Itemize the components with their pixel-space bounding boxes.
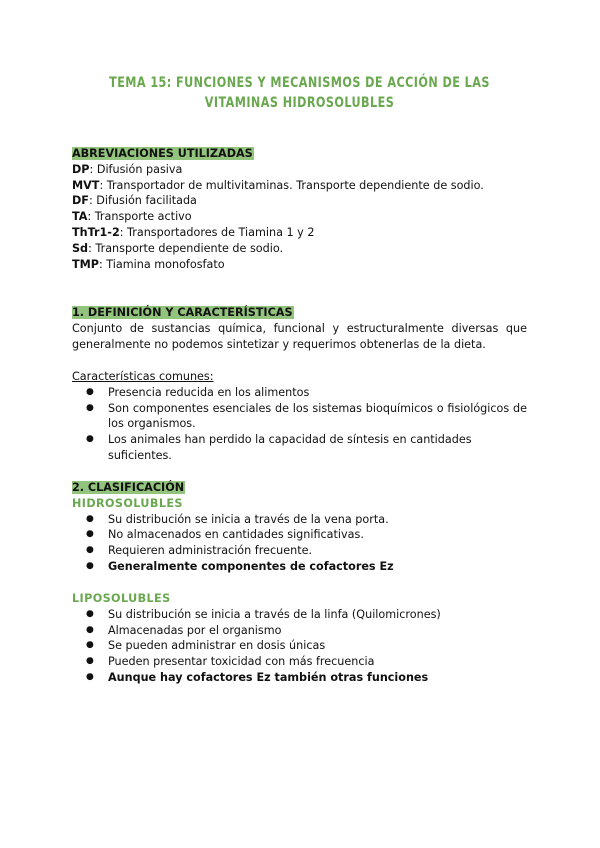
definition-paragraph: Conjunto de sustancias química, funcional y estructuralmente diversas que generalmente no podemos sintetizar y requerimos obtenerlas de la dieta. <box>72 321 527 351</box>
liposolubles-label: LIPOSOLUBLES <box>72 592 171 605</box>
classification-heading: 2. CLASIFICACIÓN <box>72 481 185 494</box>
list-item: ● Almacenadas por el organismo <box>72 623 527 639</box>
abbreviations-heading: ABREVIACIONES UTILIZADAS <box>72 147 253 160</box>
abbreviations-section <box>72 146 527 272</box>
classification-section <box>72 480 527 575</box>
definition-heading: 1. DEFINICIÓN Y CARACTERÍSTICAS <box>72 306 293 319</box>
list-item: ● Generalmente componentes de cofactores Ez <box>72 559 527 575</box>
list-item: ● Se pueden administrar en dosis únicas <box>72 638 527 654</box>
liposolubles-section <box>72 591 527 686</box>
list-item: ● Pueden presentar toxicidad con más frecuencia <box>72 654 527 670</box>
abbreviation-item: DP: Difusión pasiva <box>72 162 183 176</box>
title-line-2: VITAMINAS HIDROSOLUBLES <box>204 95 395 111</box>
abbreviation-item: TMP: Tiamina monofosfato <box>72 257 225 271</box>
list-item: ● Presencia reducida en los alimentos <box>72 385 527 401</box>
abbreviation-item: TA: Transporte activo <box>72 210 192 224</box>
common-characteristics-label: Características comunes: <box>72 370 214 383</box>
page-title <box>104 73 495 113</box>
abbreviation-item: Sd: Transporte dependiente de sodio. <box>72 241 284 255</box>
list-item: ● Su distribución se inicia a través de la linfa (Quilomicrones) <box>72 607 527 623</box>
common-characteristics <box>72 369 527 464</box>
list-item: ● Aunque hay cofactores Ez también otras funciones <box>72 670 527 686</box>
list-item: ● Son componentes esenciales de los sistemas bioquímicos o fisiológicos de los organismos. <box>72 401 527 433</box>
list-item: ● Su distribución se inicia a través de la vena porta. <box>72 512 527 528</box>
list-item: ● Los animales han perdido la capacidad de síntesis en cantidades suficientes. <box>72 432 527 464</box>
hidrosolubles-label: HIDROSOLUBLES <box>72 496 183 510</box>
list-item: ● Requieren administración frecuente. <box>72 543 527 559</box>
abbreviation-item: DF: Difusión facilitada <box>72 194 197 208</box>
abbreviation-item: MVT: Transportador de multivitaminas. Transporte dependiente de sodio. <box>72 178 484 192</box>
list-item: ● No almacenados en cantidades significativas. <box>72 527 527 543</box>
abbreviation-item: ThTr1-2: Transportadores de Tiamina 1 y 2 <box>72 225 315 239</box>
title-line-1: TEMA 15: FUNCIONES Y MECANISMOS DE ACCIÓN DE LAS <box>109 75 490 91</box>
definition-section <box>72 305 527 352</box>
